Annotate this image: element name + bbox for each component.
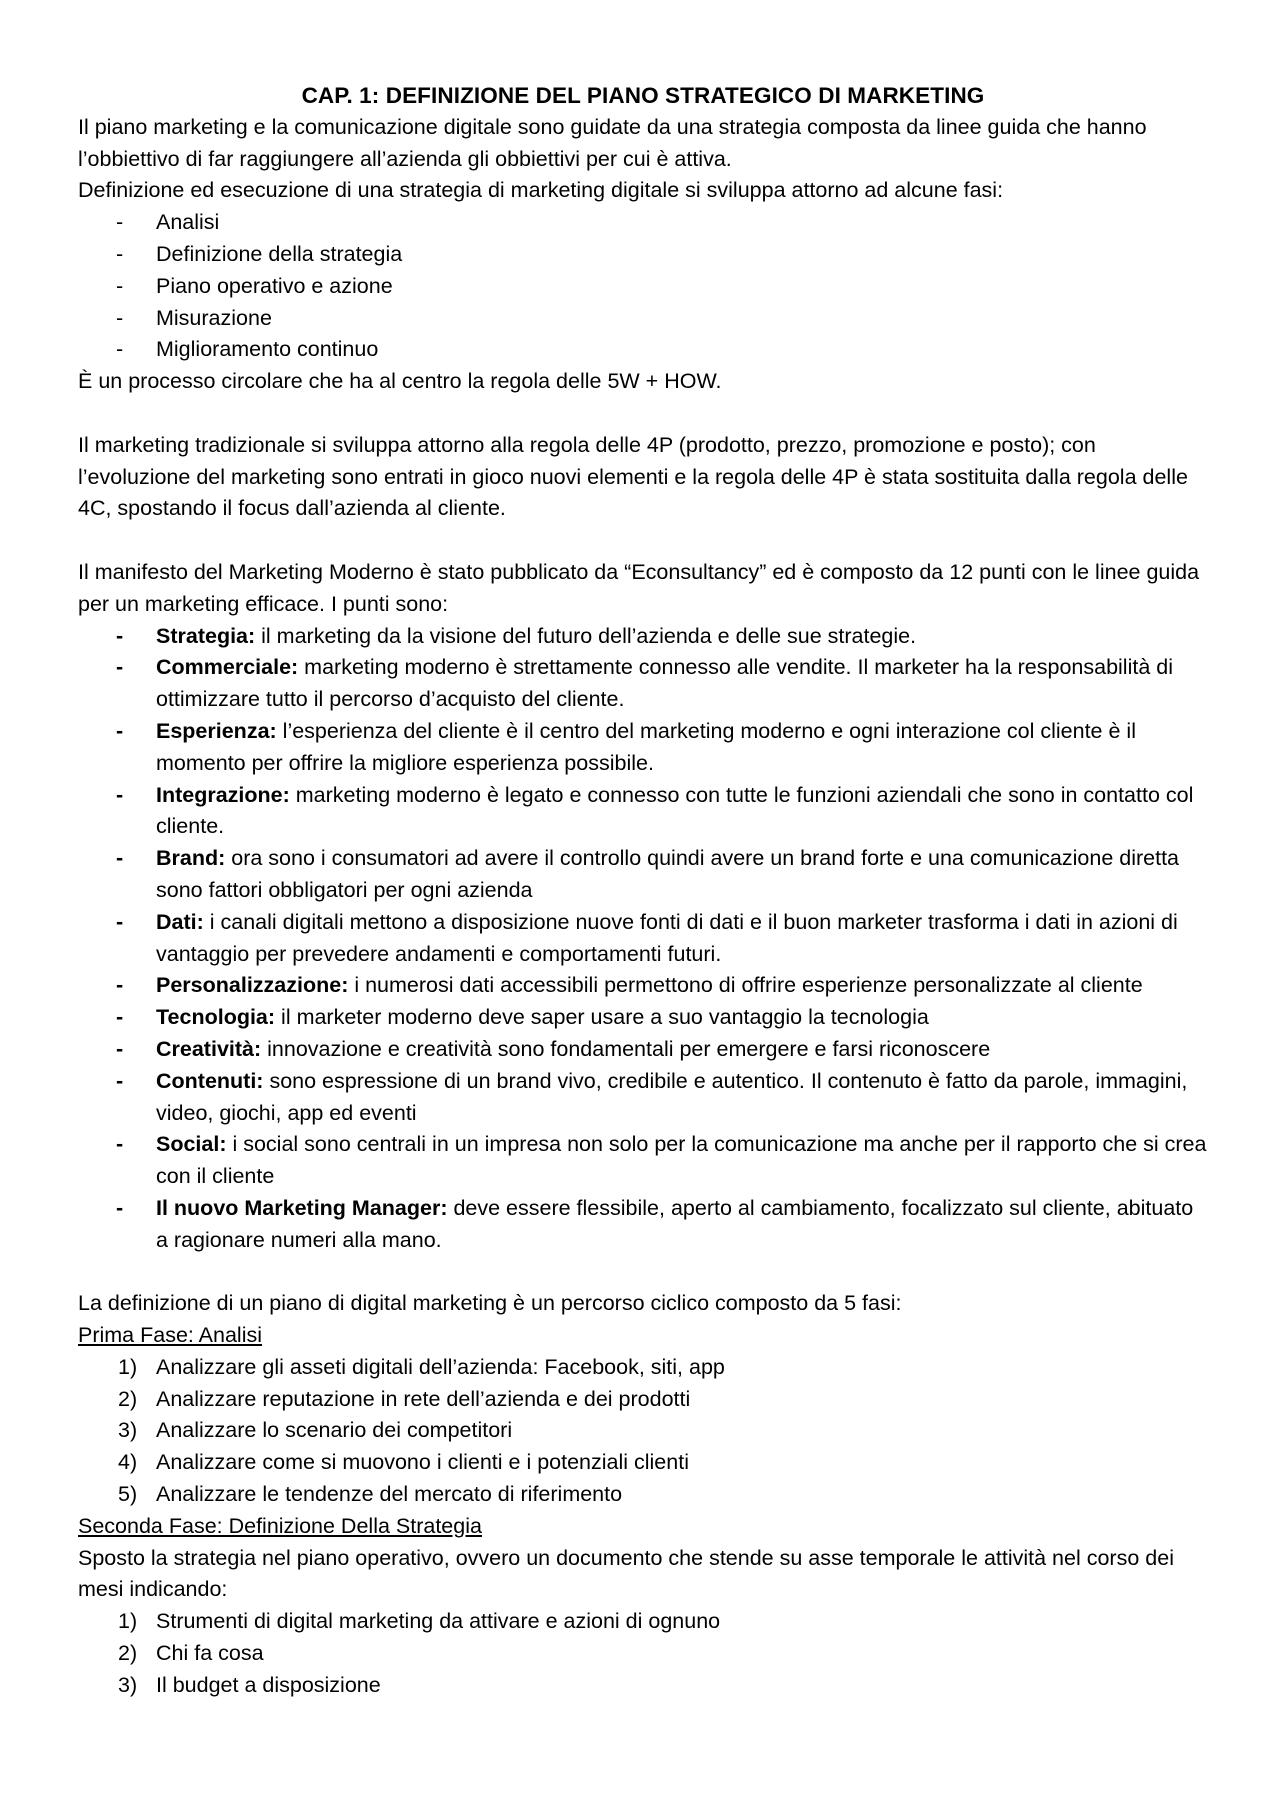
list-item-text: Analizzare reputazione in rete dell’azienda e dei prodotti [156, 1386, 691, 1411]
manifesto-list [78, 621, 1208, 1257]
manifesto-text: il marketer moderno deve saper usare a suo vantaggio la tecnologia [275, 1005, 929, 1030]
list-item [78, 780, 1208, 844]
manifesto-text: l’esperienza del cliente è il centro del marketing moderno e ogni interazione col cliente è il momento per offrire la migliore esperienza possibile. [156, 718, 1136, 775]
second-phase-heading: Seconda Fase: Definizione Della Strategia [78, 1513, 482, 1538]
list-item [78, 271, 1208, 303]
list-item [78, 1034, 1208, 1066]
list-item [78, 1479, 1208, 1511]
spacer [78, 525, 1208, 557]
bullet-marker: - [116, 305, 124, 330]
manifesto-text: marketing moderno è strettamente connesso alle vendite. Il marketer ha la responsabilità di ottimizzare tutto il percorso d’acquisto del cliente. [156, 655, 1173, 712]
bullet-marker: - [116, 782, 124, 807]
list-item [78, 1193, 1208, 1257]
list-item-text: Miglioramento continuo [156, 337, 379, 362]
manifesto-term: Integrazione: [156, 782, 290, 807]
manifesto-text: i social sono centrali in un impresa non solo per la comunicazione ma anche per il rapporto che si crea con il cliente [156, 1132, 1207, 1189]
list-item [78, 970, 1208, 1002]
manifesto-term: Tecnologia: [156, 1005, 276, 1030]
bullet-marker: - [116, 909, 124, 934]
list-item [78, 1670, 1208, 1702]
list-item [78, 621, 1208, 653]
document-page [78, 80, 1208, 1702]
manifesto-term: Brand: [156, 846, 226, 871]
second-phase-text: Sposto la strategia nel piano operativo, ovvero un documento che stende su asse temporale le attività nel corso dei mesi indicando: [78, 1545, 1174, 1602]
manifesto-text: i canali digitali mettono a disposizione nuove fonti di dati e il buon marketer trasforma i dati in azioni di vantaggio per prevedere andamenti e comportamenti futuri. [156, 909, 1178, 966]
manifesto-term: Creatività: [156, 1036, 262, 1061]
intro-paragraph: Il piano marketing e la comunicazione digitale sono guidate da una strategia composta da linee guida che hanno l’obbiettivo di far raggiungere all’azienda gli obbiettivi per cui è attiva. [78, 114, 1147, 171]
manifesto-term: Il nuovo Marketing Manager: [156, 1195, 448, 1220]
circular-process-text: È un processo circolare che ha al centro la regola delle 5W + HOW. [78, 369, 722, 394]
bullet-marker: - [116, 846, 124, 871]
list-item-text: Analizzare lo scenario dei competitori [156, 1418, 513, 1443]
manifesto-text: deve essere flessibile, aperto al cambiamento, focalizzato sul cliente, abituato a ragionare numeri alla mano. [156, 1195, 1194, 1252]
bullet-marker: - [116, 623, 124, 648]
bullet-marker: - [116, 241, 124, 266]
list-item [78, 207, 1208, 239]
manifesto-intro: Il manifesto del Marketing Moderno è stato pubblicato da “Econsultancy” ed è composto da 12 punti con le linee guida per un marketing efficace. I punti sono: [78, 559, 1200, 616]
list-item-text: Analizzare come si muovono i clienti e i potenziali clienti [156, 1450, 689, 1475]
list-item [78, 652, 1208, 716]
list-item [78, 716, 1208, 780]
list-item [78, 1606, 1208, 1638]
list-item-text: Analizzare gli asseti digitali dell’azienda: Facebook, siti, app [156, 1354, 725, 1379]
manifesto-text: marketing moderno è legato e connesso con tutte le funzioni aziendali che sono in contatto col cliente. [156, 782, 1194, 839]
bullet-marker: - [116, 973, 124, 998]
list-item [78, 843, 1208, 907]
page-title: CAP. 1: DEFINIZIONE DEL PIANO STRATEGICO DI MARKETING [301, 83, 985, 108]
bullet-marker: - [116, 655, 124, 680]
list-item [78, 1066, 1208, 1130]
bullet-marker: - [116, 1195, 124, 1220]
spacer [78, 398, 1208, 430]
manifesto-term: Personalizzazione: [156, 973, 349, 998]
manifesto-term: Commerciale: [156, 655, 299, 680]
phases-intro: Definizione ed esecuzione di una strategia di marketing digitale si sviluppa attorno ad alcune fasi: [78, 178, 1004, 203]
bullet-marker: - [116, 1005, 124, 1030]
cycle-intro: La definizione di un piano di digital marketing è un percorso ciclico composto da 5 fasi: [78, 1291, 902, 1316]
manifesto-term: Contenuti: [156, 1068, 264, 1093]
list-item-text: Il budget a disposizione [156, 1672, 381, 1697]
manifesto-text: il marketing da la visione del futuro dell’azienda e delle sue strategie. [255, 623, 917, 648]
list-item [78, 1384, 1208, 1416]
manifesto-text: ora sono i consumatori ad avere il controllo quindi avere un brand forte e una comunicazione diretta sono fattori obbligatori per ogni azienda [156, 846, 1180, 902]
bullet-marker: - [116, 210, 124, 235]
list-item [78, 907, 1208, 971]
list-item-text: Piano operativo e azione [156, 273, 393, 298]
manifesto-term: Strategia: [156, 623, 256, 648]
list-number: 3) [118, 1672, 138, 1697]
bullet-marker: - [116, 1068, 124, 1093]
list-number: 1) [118, 1609, 138, 1634]
first-phase-heading: Prima Fase: Analisi [78, 1323, 263, 1348]
list-item [78, 303, 1208, 335]
list-number: 2) [118, 1386, 138, 1411]
list-item [78, 1447, 1208, 1479]
list-number: 2) [118, 1641, 138, 1666]
bullet-marker: - [116, 718, 124, 743]
list-item [78, 334, 1208, 366]
list-item-text: Analisi [156, 210, 220, 235]
manifesto-term: Social: [156, 1132, 227, 1157]
list-item-text: Strumenti di digital marketing da attivare e azioni di ognuno [156, 1609, 721, 1634]
spacer [78, 1256, 1208, 1288]
list-number: 1) [118, 1354, 138, 1379]
list-item [78, 1638, 1208, 1670]
manifesto-text: sono espressione di un brand vivo, credibile e autentico. Il contenuto è fatto da parole, immagini, video, giochi, app ed eventi [156, 1068, 1188, 1125]
list-item-text: Analizzare le tendenze del mercato di riferimento [156, 1482, 623, 1507]
bullet-marker: - [116, 1036, 124, 1061]
first-phase-list [78, 1352, 1208, 1511]
manifesto-term: Esperienza: [156, 718, 277, 743]
manifesto-text: innovazione e creatività sono fondamentali per emergere e farsi riconoscere [261, 1036, 991, 1061]
list-item [78, 239, 1208, 271]
manifesto-term: Dati: [156, 909, 204, 934]
list-number: 3) [118, 1418, 138, 1443]
list-item [78, 1415, 1208, 1447]
list-item [78, 1129, 1208, 1193]
bullet-marker: - [116, 337, 124, 362]
list-item-text: Definizione della strategia [156, 241, 403, 266]
list-item [78, 1352, 1208, 1384]
phases-list [78, 207, 1208, 366]
bullet-marker: - [116, 273, 124, 298]
list-number: 5) [118, 1482, 138, 1507]
bullet-marker: - [116, 1132, 124, 1157]
list-item [78, 1002, 1208, 1034]
traditional-marketing-paragraph: Il marketing tradizionale si sviluppa attorno alla regola delle 4P (prodotto, prezzo, promozione e posto); con l’evoluzione del marketing sono entrati in gioco nuovi elementi e la regola delle 4P è stata sostituita dalla regola delle 4C, spostando il focus dall’azienda al cliente. [78, 432, 1188, 521]
manifesto-text: i numerosi dati accessibili permettono di offrire esperienze personalizzate al cliente [348, 973, 1143, 998]
list-number: 4) [118, 1450, 138, 1475]
list-item-text: Misurazione [156, 305, 272, 330]
second-phase-list [78, 1606, 1208, 1701]
list-item-text: Chi fa cosa [156, 1641, 264, 1666]
